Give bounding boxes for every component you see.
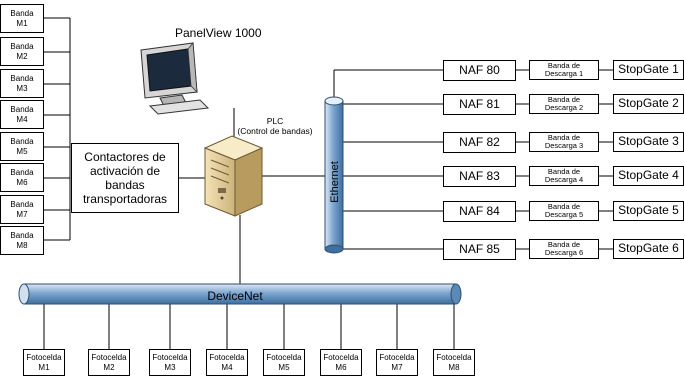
stopgate-3: StopGate 3 — [613, 132, 684, 152]
fotocelda-m7: Fotocelda M7 — [376, 349, 418, 376]
banda-m1: Banda M1 — [0, 4, 44, 33]
banda-m5: Banda M5 — [0, 132, 44, 161]
banda-m6: Banda M6 — [0, 163, 44, 192]
stopgate-5: StopGate 5 — [613, 201, 684, 221]
banda-descarga-2: Banda de Descarga 2 — [529, 94, 599, 114]
stopgate-2: StopGate 2 — [613, 94, 684, 114]
contactores-box: Contactores de activación de bandas transportadoras — [71, 143, 179, 213]
banda-descarga-5: Banda de Descarga 5 — [529, 201, 599, 221]
stopgate-4: StopGate 4 — [613, 166, 684, 186]
fotocelda-m3: Fotocelda M3 — [149, 349, 191, 376]
fotocelda-m1: Fotocelda M1 — [23, 349, 65, 376]
banda-m8: Banda M8 — [0, 226, 44, 255]
naf-81: NAF 81 — [443, 94, 516, 115]
naf-84: NAF 84 — [443, 201, 516, 222]
naf-83: NAF 83 — [443, 166, 516, 187]
naf-80: NAF 80 — [443, 60, 516, 81]
fotocelda-m8: Fotocelda M8 — [433, 349, 475, 376]
stopgate-6: StopGate 6 — [613, 239, 684, 259]
banda-descarga-6: Banda de Descarga 6 — [529, 239, 599, 259]
naf-82: NAF 82 — [443, 132, 516, 153]
fotocelda-m4: Fotocelda M4 — [206, 349, 248, 376]
stopgate-1: StopGate 1 — [613, 60, 684, 80]
panelview-label: PanelView 1000 — [175, 26, 262, 40]
fotocelda-m6: Fotocelda M6 — [320, 349, 362, 376]
plc-label: PLC (Control de bandas) — [237, 116, 313, 137]
plc-cabinet-icon — [205, 136, 262, 216]
panelview-monitor-icon — [141, 43, 208, 114]
banda-m7: Banda M7 — [0, 195, 44, 224]
banda-descarga-4: Banda de Descarga 4 — [529, 166, 599, 186]
ethernet-label: Ethernet — [329, 161, 341, 203]
banda-m4: Banda M4 — [0, 100, 44, 129]
banda-m2: Banda M2 — [0, 37, 44, 66]
banda-descarga-3: Banda de Descarga 3 — [529, 132, 599, 152]
naf-85: NAF 85 — [443, 239, 516, 260]
devicenet-label: DeviceNet — [207, 289, 263, 303]
fotocelda-m2: Fotocelda M2 — [88, 349, 130, 376]
banda-descarga-1: Banda de Descarga 1 — [529, 60, 599, 80]
banda-m3: Banda M3 — [0, 69, 44, 98]
fotocelda-m5: Fotocelda M5 — [263, 349, 305, 376]
